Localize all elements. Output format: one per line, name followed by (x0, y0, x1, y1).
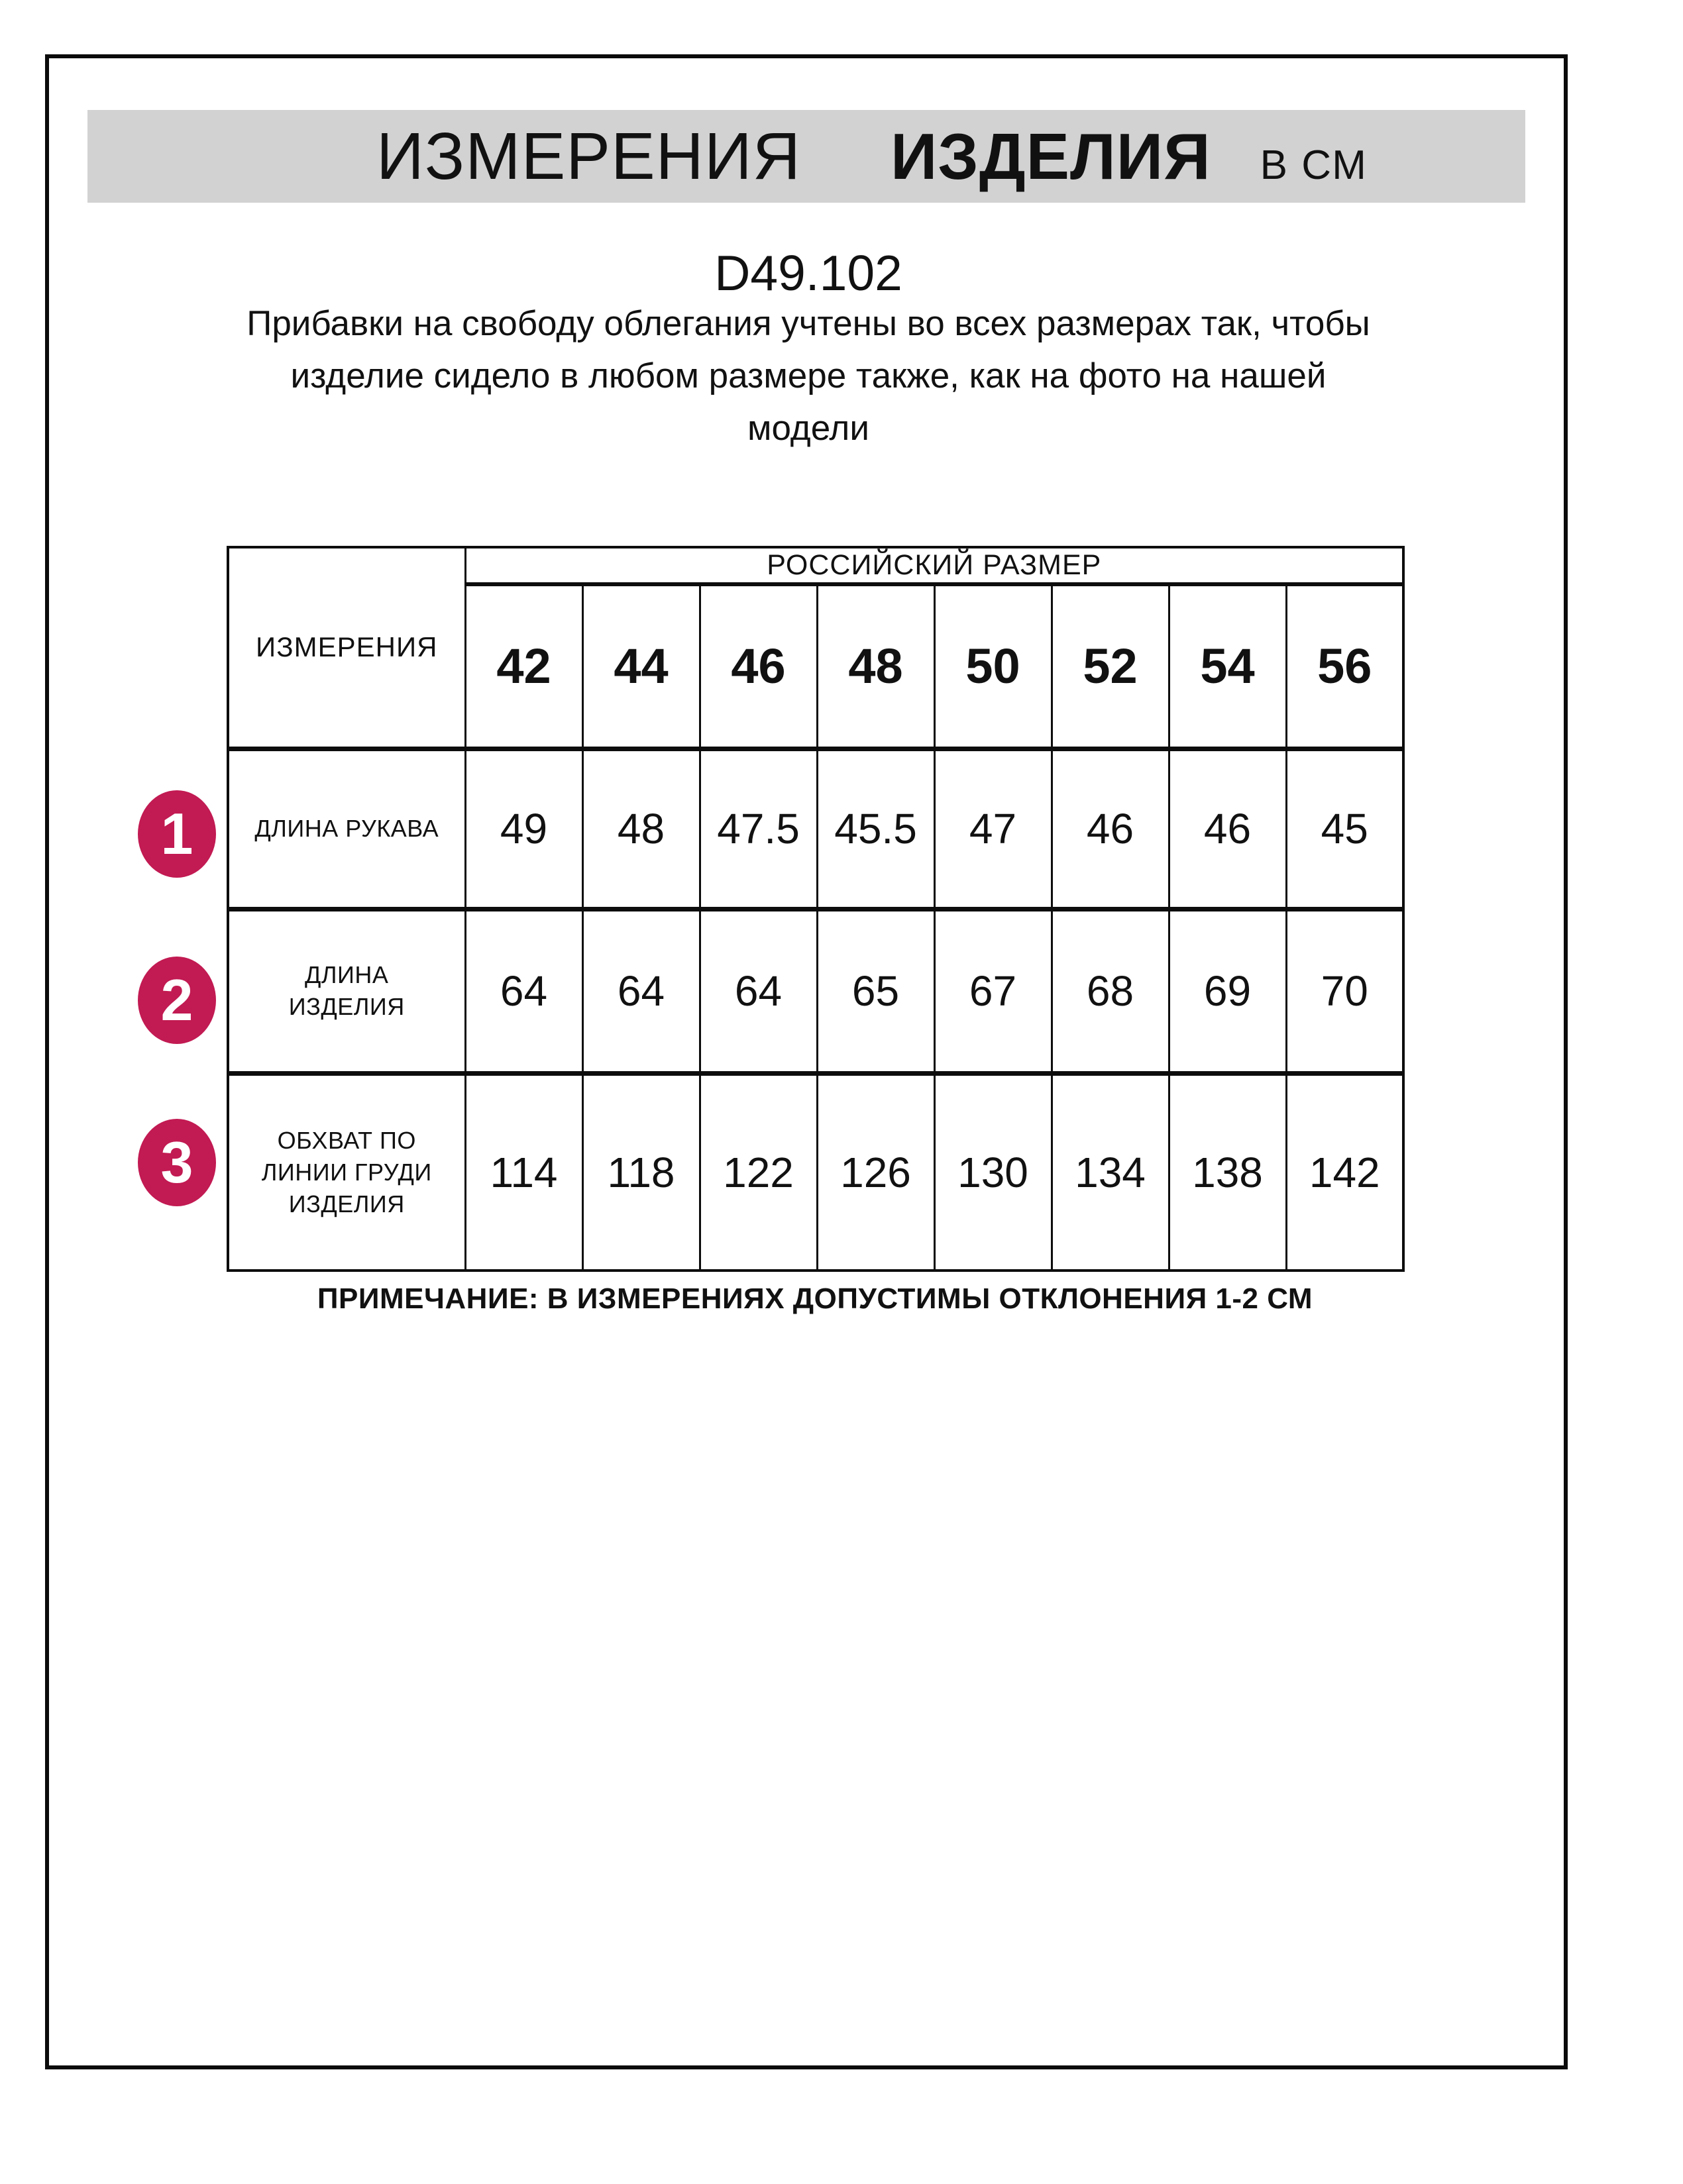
value-cell: 67 (934, 909, 1052, 1073)
value-cell: 70 (1286, 909, 1403, 1073)
size-column-header: 48 (817, 584, 934, 749)
value-cell: 46 (1169, 749, 1286, 909)
subtitle-line-3: модели (747, 409, 869, 448)
value-cell: 68 (1052, 909, 1169, 1073)
size-table (227, 546, 1405, 1272)
table-row-item-length (228, 909, 1403, 1073)
value-cell: 126 (817, 1073, 934, 1271)
size-group-header: РОССИЙСКИЙ РАЗМЕР (465, 547, 1403, 584)
row-label-line: ДЛИНА РУКАВА (254, 815, 439, 842)
value-cell: 138 (1169, 1073, 1286, 1271)
row-label-line: ОБХВАТ ПО (277, 1126, 416, 1154)
corner-label-cell: ИЗМЕРЕНИЯ (228, 547, 465, 749)
value-cell: 134 (1052, 1073, 1169, 1271)
subtitle-line-2: изделие сидело в любом размере также, как на фото на нашей (290, 356, 1327, 395)
row-number-badge-1 (138, 790, 216, 878)
size-column-header: 42 (465, 584, 582, 749)
value-cell: 69 (1169, 909, 1286, 1073)
row-label-line: ИЗДЕЛИЯ (288, 993, 405, 1020)
size-column-header: 46 (700, 584, 817, 749)
value-cell: 64 (582, 909, 700, 1073)
value-cell: 118 (582, 1073, 700, 1271)
value-cell: 45 (1286, 749, 1403, 909)
row-label-cell (228, 1073, 465, 1271)
value-cell: 49 (465, 749, 582, 909)
tolerance-note: ПРИМЕЧАНИЕ: В ИЗМЕРЕНИЯХ ДОПУСТИМЫ ОТКЛОНЕНИЯ 1-2 СМ (317, 1282, 1313, 1315)
table-row-chest-girth (228, 1073, 1403, 1271)
size-column-header: 52 (1052, 584, 1169, 749)
value-cell: 142 (1286, 1073, 1403, 1271)
value-cell: 47 (934, 749, 1052, 909)
value-cell: 114 (465, 1073, 582, 1271)
size-column-header: 44 (582, 584, 700, 749)
subtitle (113, 297, 1504, 454)
row-number-badge-2 (138, 957, 216, 1044)
value-cell: 130 (934, 1073, 1052, 1271)
size-column-header: 50 (934, 584, 1052, 749)
table-row-sleeve-length (228, 749, 1403, 909)
value-cell: 122 (700, 1073, 817, 1271)
row-label-line: ИЗДЕЛИЯ (288, 1190, 405, 1218)
subtitle-line-1: Прибавки на свободу облегания учтены во всех размерах так, чтобы (246, 304, 1370, 343)
article-number: D49.102 (714, 245, 902, 301)
band-title-regular: ИЗМЕРЕНИЯ (376, 119, 801, 193)
band-title-bold: ИЗДЕЛИЯ (890, 120, 1211, 193)
row-number-1: 1 (160, 801, 193, 866)
row-label-cell (228, 909, 465, 1073)
value-cell: 65 (817, 909, 934, 1073)
row-number-3: 3 (160, 1129, 193, 1195)
row-number-2: 2 (160, 967, 193, 1033)
value-cell: 46 (1052, 749, 1169, 909)
header-band (87, 110, 1525, 203)
row-label-line: ДЛИНА (305, 961, 389, 988)
size-column-header: 56 (1286, 584, 1403, 749)
value-cell: 64 (465, 909, 582, 1073)
value-cell: 64 (700, 909, 817, 1073)
size-column-header: 54 (1169, 584, 1286, 749)
value-cell: 48 (582, 749, 700, 909)
row-number-badge-3 (138, 1119, 216, 1206)
row-label-cell (228, 749, 465, 909)
row-label-line: ЛИНИИ ГРУДИ (261, 1158, 432, 1186)
value-cell: 45.5 (817, 749, 934, 909)
band-units-label: В СМ (1260, 142, 1368, 188)
value-cell: 47.5 (700, 749, 817, 909)
